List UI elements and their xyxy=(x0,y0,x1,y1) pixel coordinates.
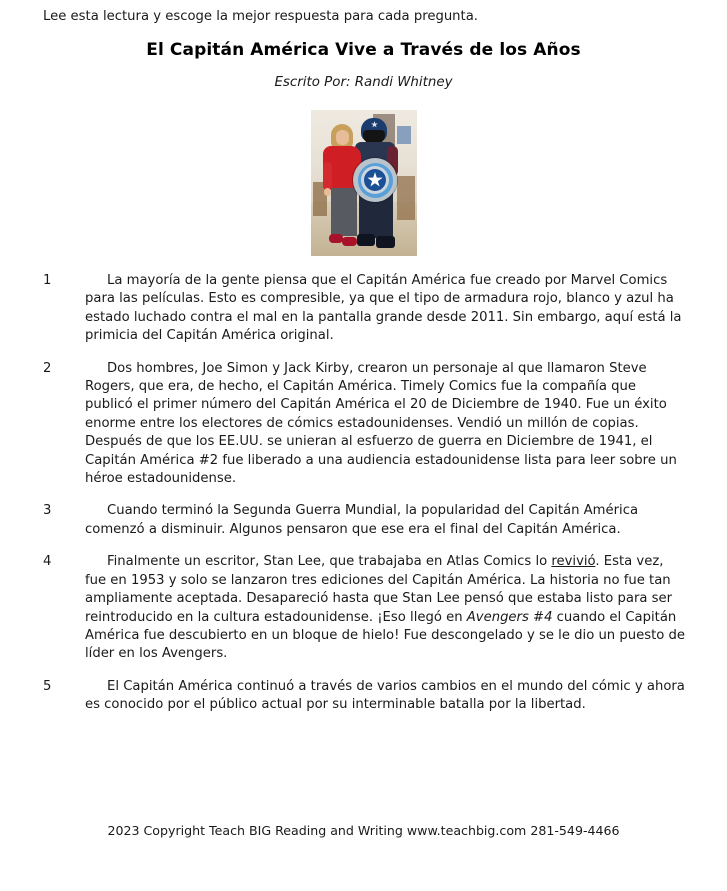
paragraph-text: Dos hombres, Joe Simon y Jack Kirby, crearon un personaje al que llamaron Steve Rogers, que era, de hecho, el Capitán América. Timely Comics fue la compañía que publicó el primer número del Capitán América el 20 de Diciembre de 1940. Fue un éxito enorme entre los electores de cómics estadounidenses. Vendió un millón de copias. Después de que los EE.UU. se unieran al esfuerzo de guerra en Diciembre de 1941, el Capitán América #2 fue liberado a una audiencia estadounidense lista para leer sobre un héroe estadounidense. xyxy=(85,360,677,487)
text-run: Finalmente un escritor, Stan Lee, que trabajaba en Atlas Comics lo xyxy=(107,554,552,570)
photo-illustration xyxy=(311,110,417,256)
paragraph-text: El Capitán América continuó a través de varios cambios en el mundo del cómic y ahora es conocido por el público actual por su interminable batalla por la libertad. xyxy=(85,678,685,713)
paragraph-number: 2 xyxy=(43,360,52,376)
paragraph-number: 5 xyxy=(43,678,52,694)
paragraph-text xyxy=(85,553,685,663)
photo-chair-right xyxy=(397,176,415,220)
text-run: . Esta vez, fue en 1953 y solo se lanzaron tres ediciones del Capitán América. La historia no fue tan ampliamente aceptada. Desapareció hasta que Stan Lee pensó que estaba listo para ser reintroducido en la cultura estadounidense. ¡Eso llegó en xyxy=(85,554,673,625)
photo-woman-pants xyxy=(331,188,357,236)
photo-captain-boot-left xyxy=(357,234,375,246)
photo-woman-shoe-right xyxy=(342,237,357,246)
author-byline: Escrito Por: Randi Whitney xyxy=(274,75,453,90)
reading-passage xyxy=(0,272,727,729)
paragraph-number: 1 xyxy=(43,273,52,288)
page-title: El Capitán América Vive a Través de los Años xyxy=(146,40,581,60)
passage-paragraph-1 xyxy=(0,272,727,346)
paragraph-number: 4 xyxy=(43,554,52,570)
underlined-term: revivió xyxy=(551,554,596,570)
photo-captain-shield xyxy=(353,158,397,202)
instruction-line: Lee esta lectura y escoge la mejor respuesta para cada pregunta. xyxy=(43,9,478,24)
paragraph-number: 3 xyxy=(43,503,52,519)
photo-woman-shoe-left xyxy=(329,234,343,243)
passage-paragraph-4 xyxy=(0,553,727,663)
photo-captain-boot-right xyxy=(376,236,395,248)
photo-woman-hand xyxy=(324,188,331,196)
paragraph-text: La mayoría de la gente piensa que el Capitán América fue creado por Marvel Comics para las películas. Esto es compresible, ya que el tipo de armadura rojo, blanco y azul ha estado luchado contra el mal en la pantalla grande desde 2011. Sin embargo, aquí está la primicia del Capitán América original. xyxy=(85,273,682,344)
text-run: cuando el Capitán América fue descubierto en un bloque de hielo! Fue descongelado y se le dio un puesto de líder en los Avengers. xyxy=(85,609,685,662)
photo-wall-poster xyxy=(397,126,411,144)
passage-paragraph-3 xyxy=(0,502,727,539)
article-photo xyxy=(311,110,417,256)
paragraph-text: Cuando terminó la Segunda Guerra Mundial, la popularidad del Capitán América comenzó a disminuir. Algunos pensaron que ese era el final del Capitán América. xyxy=(85,503,639,537)
page-footer: 2023 Copyright Teach BIG Reading and Writing www.teachbig.com 281-549-4466 xyxy=(107,823,620,838)
photo-woman-face xyxy=(336,130,349,145)
passage-paragraph-2 xyxy=(0,360,727,489)
passage-paragraph-5 xyxy=(0,678,727,715)
photo-woman-arm xyxy=(323,162,332,190)
italic-title: Avengers #4 xyxy=(466,609,553,625)
